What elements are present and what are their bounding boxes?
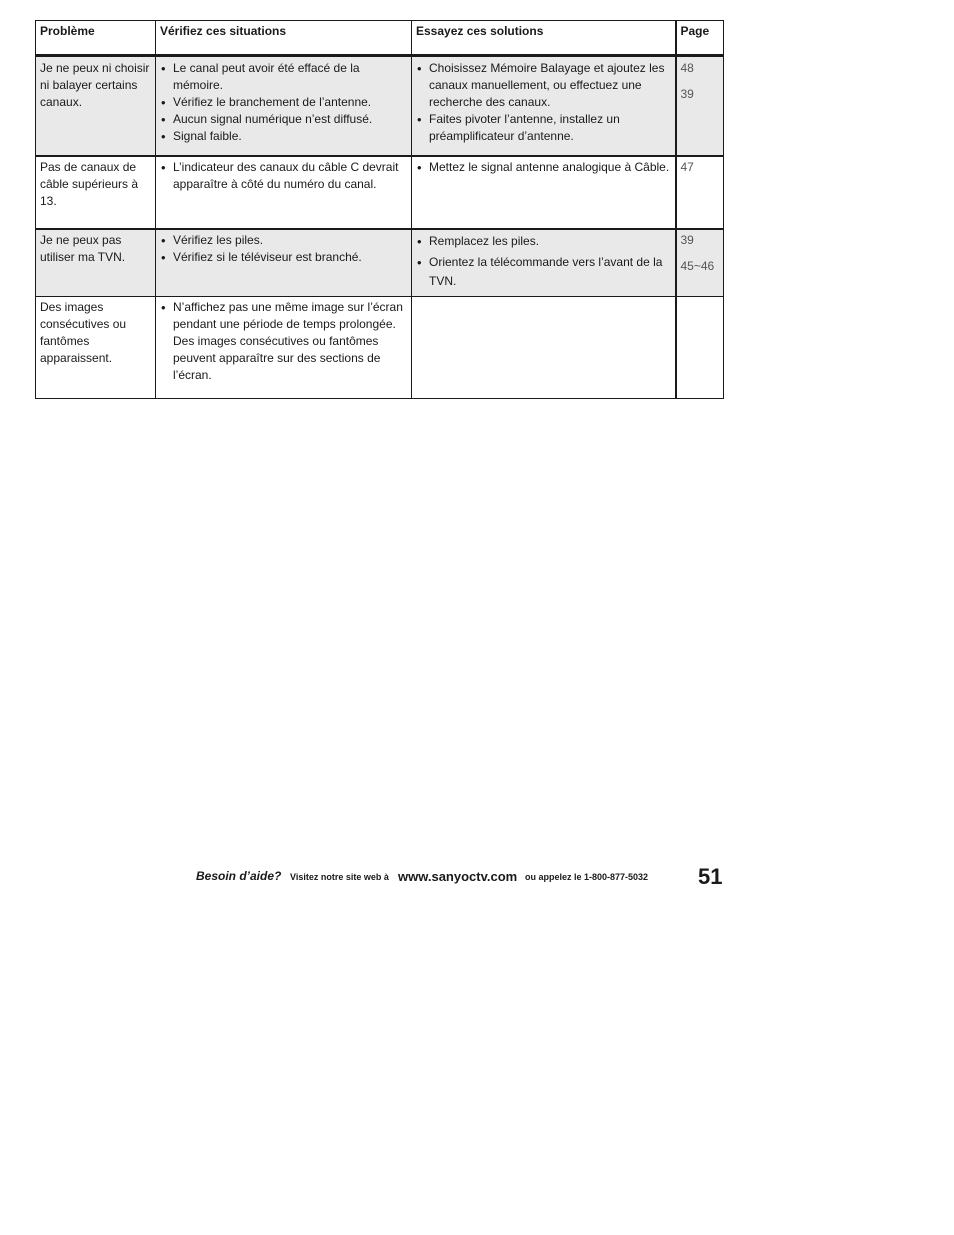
check-item: • Le canal peut avoir été effacé de la mémoire. bbox=[160, 60, 408, 94]
solution-item: • Remplacez les piles. bbox=[416, 232, 672, 251]
check-item: • Aucun signal numérique n’est diffusé. bbox=[160, 111, 408, 128]
problem-cell: Pas de canaux de câble supérieurs à 13. bbox=[36, 156, 156, 229]
table-row bbox=[36, 156, 724, 229]
troubleshooting-table bbox=[35, 20, 724, 399]
page-number: 51 bbox=[698, 864, 723, 889]
check-item: • L’indicateur des canaux du câble C devrait apparaître à côté du numéro du canal. bbox=[160, 159, 408, 193]
check-item: • Vérifiez les piles. bbox=[160, 232, 408, 249]
page-cell bbox=[676, 56, 724, 157]
table-row bbox=[36, 229, 724, 297]
check-item: • N’affichez pas une même image sur l’écran pendant une période de temps prolongée. Des images consécutives ou fantômes peuvent apparaître sur des sections de l’écran. bbox=[160, 299, 408, 384]
page-cell bbox=[676, 297, 724, 399]
page-ref: 48 bbox=[680, 61, 694, 75]
page-ref: 39 bbox=[680, 233, 694, 247]
check-cell bbox=[156, 297, 412, 399]
visit-text: Visitez notre site web à bbox=[290, 872, 389, 882]
solution-cell bbox=[412, 156, 676, 229]
header-solutions: Essayez ces solutions bbox=[412, 21, 676, 56]
solution-cell bbox=[412, 56, 676, 157]
table-row bbox=[36, 56, 724, 157]
page-ref: 39 bbox=[680, 87, 694, 101]
phone-text: ou appelez le 1-800-877-5032 bbox=[525, 872, 649, 882]
header-check: Vérifiez ces situations bbox=[156, 21, 412, 56]
solution-cell bbox=[412, 297, 676, 399]
check-item: • Vérifiez si le téléviseur est branché. bbox=[160, 249, 408, 266]
solution-item: • Orientez la télécommande vers l’avant de la TVN. bbox=[416, 253, 672, 291]
problem-cell: Je ne peux pas utiliser ma TVN. bbox=[36, 229, 156, 297]
header-page: Page bbox=[676, 21, 724, 56]
problem-cell: Je ne peux ni choisir ni balayer certains canaux. bbox=[36, 56, 156, 157]
page-footer bbox=[196, 866, 724, 894]
page-cell bbox=[676, 229, 724, 297]
check-cell bbox=[156, 156, 412, 229]
table-header-row bbox=[36, 21, 724, 56]
header-problem: Problème bbox=[36, 21, 156, 56]
check-cell bbox=[156, 229, 412, 297]
check-cell bbox=[156, 56, 412, 157]
table-row bbox=[36, 297, 724, 399]
solution-cell bbox=[412, 229, 676, 297]
check-item: • Signal faible. bbox=[160, 128, 408, 145]
page-ref: 47 bbox=[680, 160, 694, 174]
solution-item: • Mettez le signal antenne analogique à Câble. bbox=[416, 159, 672, 176]
website-link[interactable]: www.sanyoctv.com bbox=[398, 869, 518, 884]
help-label: Besoin d’aide? bbox=[196, 869, 282, 883]
solution-item: • Faites pivoter l’antenne, installez un préamplificateur d’antenne. bbox=[416, 111, 672, 145]
check-item: • Vérifiez le branchement de l’antenne. bbox=[160, 94, 408, 111]
page-ref: 45~46 bbox=[680, 259, 715, 273]
page-cell bbox=[676, 156, 724, 229]
solution-item: • Choisissez Mémoire Balayage et ajoutez les canaux manuellement, ou effectuez une recherche des canaux. bbox=[416, 60, 672, 111]
problem-cell: Des images consécutives ou fantômes apparaissent. bbox=[36, 297, 156, 399]
